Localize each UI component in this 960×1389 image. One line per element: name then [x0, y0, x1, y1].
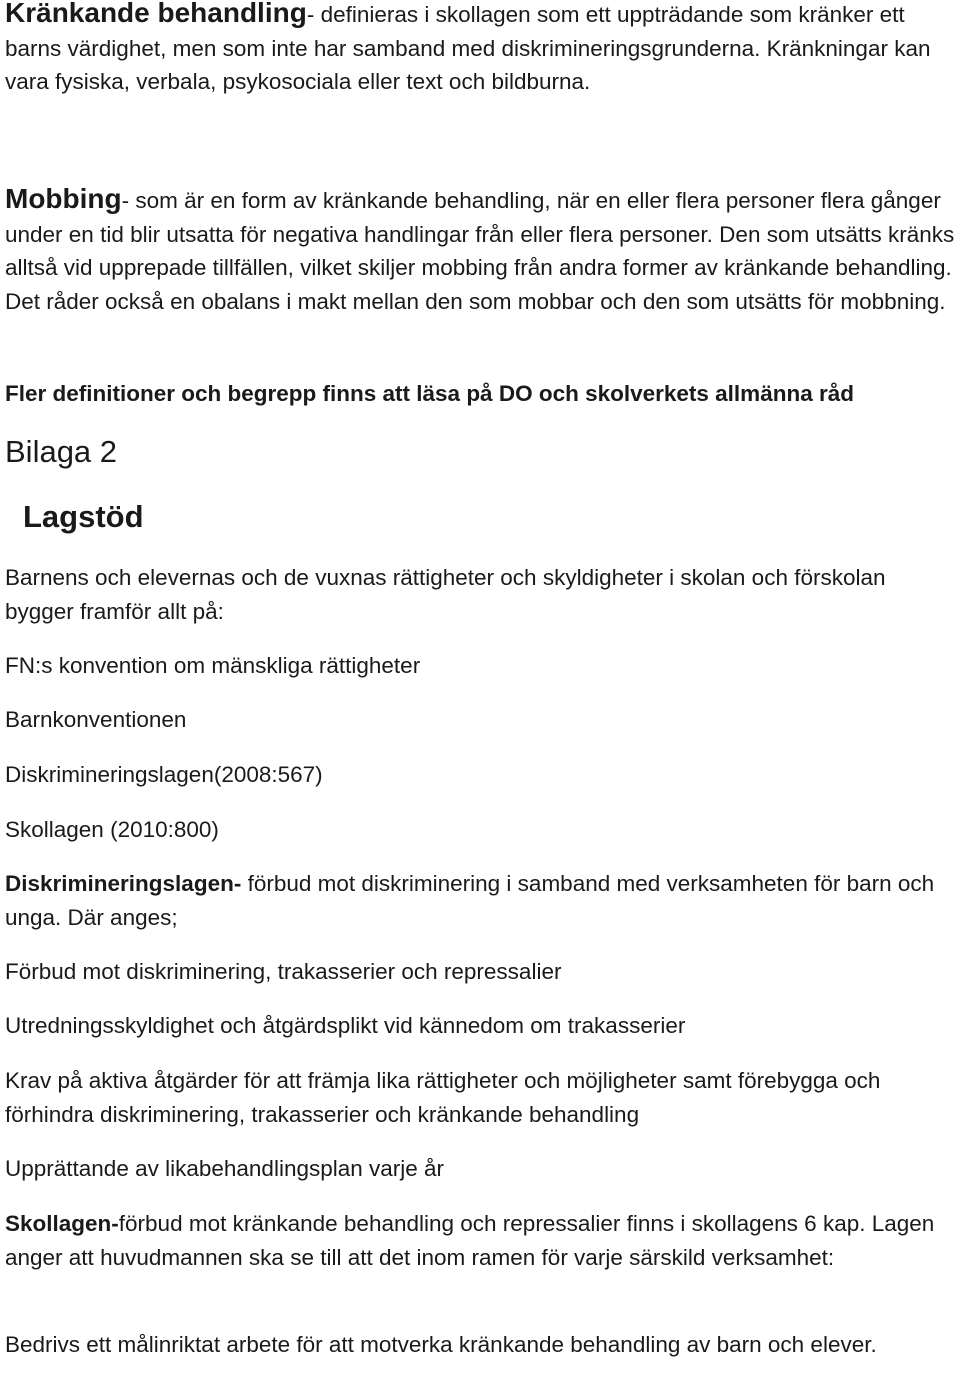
skollagen-paragraph [5, 1207, 957, 1274]
diskriminering-paragraph [5, 867, 957, 934]
final-item: Bedrivs ett målinriktat arbete för att motverka kränkande behandling av barn och elever. [5, 1332, 877, 1357]
bilaga-title: Bilaga 2 [5, 434, 118, 469]
requirement-item: Krav på aktiva åtgärder för att främja lika rättigheter och möjligheter samt förebygga och förhindra diskriminering, trakasserier och kränkande behandling [5, 1068, 881, 1127]
law-item: FN:s konvention om mänskliga rättigheter [5, 653, 421, 678]
requirement-item: Utredningsskyldighet och åtgärdsplikt vid kännedom om trakasserier [5, 1013, 686, 1038]
intro-text: Barnens och elevernas och de vuxnas rättigheter och skyldigheter i skolan och förskolan bygger framför allt på: [5, 565, 886, 624]
law-item: Skollagen (2010:800) [5, 817, 219, 842]
mobbing-definition [5, 182, 957, 318]
law-item: Diskrimineringslagen(2008:567) [5, 762, 323, 787]
fler-definitioner: Fler definitioner och begrepp finns att läsa på DO och skolverkets allmänna råd [5, 381, 854, 406]
diskriminering-term: Diskrimineringslagen- [5, 871, 242, 896]
law-item: Barnkonventionen [5, 707, 187, 732]
krankande-text: - definieras i skollagen som ett uppträdande som kränker ett barns värdighet, men som inte har samband med diskrimineringsgrunderna. Kränkningar kan vara fysiska, verbala, psykosociala eller text och bildburna. [5, 2, 931, 94]
skollagen-text: förbud mot kränkande behandling och repressalier finns i skollagens 6 kap. Lagen anger att huvudmannen ska se till att det inom ramen för varje särskild verksamhet: [5, 1211, 935, 1270]
krankande-term: Kränkande behandling [5, 0, 307, 28]
mobbing-term: Mobbing [5, 183, 122, 214]
skollagen-term: Skollagen- [5, 1211, 119, 1236]
diskriminering-text: förbud mot diskriminering i samband med verksamheten för barn och unga. Där anges; [5, 871, 935, 930]
mobbing-text: - som är en form av kränkande behandling, när en eller flera personer flera gånger under en tid blir utsatta för negativa handlingar från eller flera personer. Den som utsätts kränks alltså vid upprepade tillfällen, vilket skiljer mobbing från andra former av kränkande behandling. Det råder också en obalans i makt mellan den som mobbar och den som utsätts för mobbning. [5, 188, 955, 314]
requirement-item: Upprättande av likabehandlingsplan varje år [5, 1156, 445, 1181]
krankande-definition [5, 0, 957, 99]
requirement-item: Förbud mot diskriminering, trakasserier och repressalier [5, 959, 562, 984]
lagstod-title: Lagstöd [23, 499, 144, 534]
